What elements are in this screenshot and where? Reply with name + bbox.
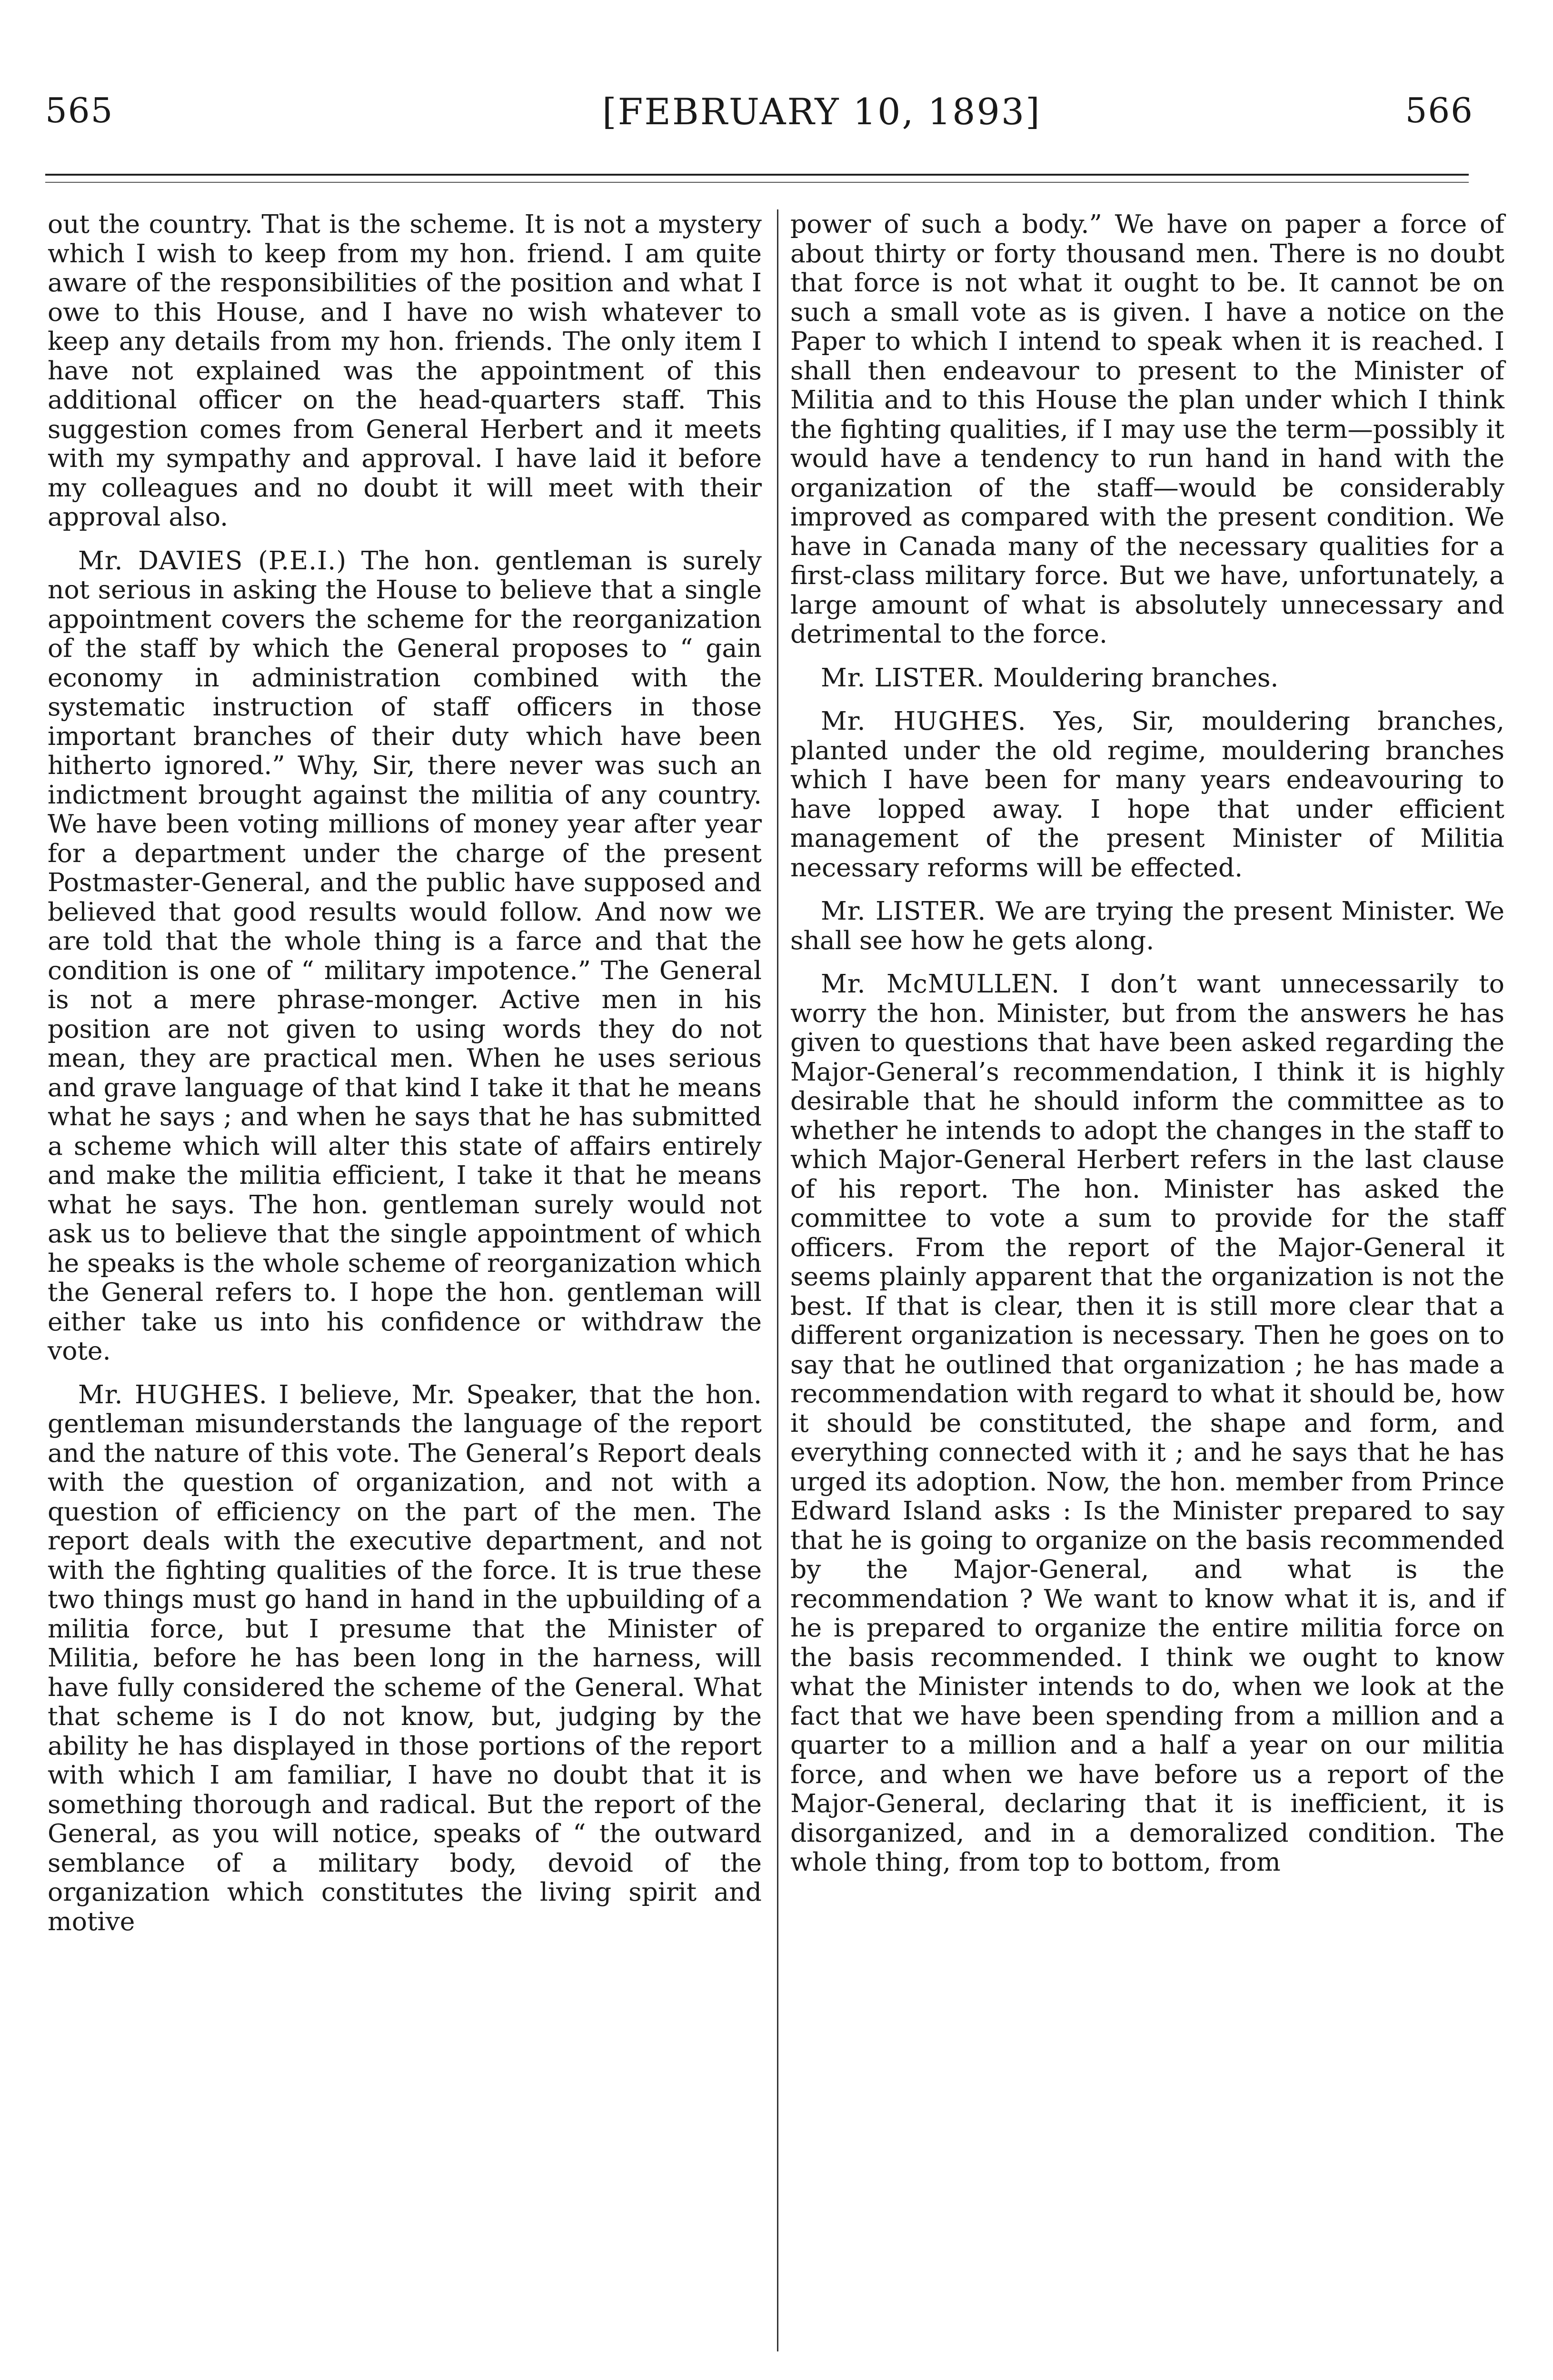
- paragraph-text: We are trying the present Minister. We shall see how he gets along.: [790, 896, 1504, 955]
- paragraph-text: Mouldering branches.: [993, 662, 1279, 693]
- speaker-name: Mr. HUGHES.: [821, 706, 1026, 736]
- header-rule-secondary: [45, 182, 1469, 183]
- paragraph: [790, 896, 1504, 955]
- paragraph-text: I don’t want unnecessarily to worry the hon. Minister, but from the answers he has given to questions that have been asked regarding the Major-General’s recommendation, I think it is highly desirable that he should inform the committee as to whether he intends to adopt the changes in the staff to which Major-General Herbert refers in the last clause of his report. The hon. Minister has asked the committee to vote a sum to provide for the staff officers. From the report of the Major-General it seems plainly apparent that the organization is not the best. If that is clear, then it is still more clear that a different organization is necessary. Then he goes on to say that he outlined that organization ; he has made a recommendation with regard to what it should be, how it should be constituted, the shape and form, and everything connected with it ; and he says that he has urged its adoption. Now, the hon. member from Prince Edward Island asks : Is the Minister prepared to say that he is going to organize on the basis recommended by the Major-General, and what is the recommendation ? We want to know what it is, and if he is prepared to organize the entire militia force on the basis recommended. I think we ought to know what the Minister intends to do, when we look at the fact that we have been spending from a million and a quarter to a million and a half a year on our militia force, and when we have before us a report of the Major-General, declaring that it is inefficient, it is disorganized, and in a demoralized condition. The whole thing, from top to bottom, from: [790, 969, 1504, 1877]
- paragraph: [48, 546, 762, 1366]
- right-column: [790, 209, 1504, 1891]
- speaker-name: Mr. DAVIES (P.E.I.): [78, 545, 347, 575]
- paragraph: [790, 209, 1504, 649]
- paragraph-text: I believe, Mr. Speaker, that the hon. gentleman misunderstands the language of the report and the nature of this vote. The General’s Report deals with the question of organization, and not with a question of efficiency on the part of the men. The report deals with the executive department, and not with the fighting qualities of the force. It is true these two things must go hand in hand in the upbuilding of a militia force, but I presume that the Minister of Militia, before he has been long in the harness, will have fully considered the scheme of the General. What that scheme is I do not know, but, judging by the ability he has displayed in those portions of the report with which I am familiar, I have no doubt that it is something thorough and radical. But the report of the General, as you will notice, speaks of “ the outward semblance of a military body, devoid of the organization which constitutes the living spirit and motive: [48, 1379, 762, 1936]
- page-number-right: 566: [1405, 90, 1473, 130]
- speaker-name: Mr. LISTER.: [821, 896, 986, 926]
- paragraph: [790, 663, 1504, 693]
- paragraph-text: Yes, Sir, mouldering branches, planted under the old regime, mouldering branches which I have been for many years endeavouring to have lopped away. I hope that under efficient management of the present Minister of Militia necessary reforms will be effected.: [790, 706, 1504, 883]
- speaker-name: Mr. HUGHES.: [78, 1379, 268, 1409]
- page-number-left: 565: [45, 90, 114, 130]
- page-date: [FEBRUARY 10, 1893]: [602, 90, 1041, 133]
- page-header: [45, 90, 1473, 143]
- paragraph-text: out the country. That is the scheme. It is not a mystery which I wish to keep from my hon. friend. I am quite aware of the responsibilities of the position and what I owe to this House, and I have no wish whatever to keep any details from my hon. friends. The only item I have not explained was the appointment of this additional officer on the head-quarters staff. This suggestion comes from General Herbert and it meets with my sympathy and approval. I have laid it before my colleagues and no doubt it will meet with their approval also.: [48, 209, 762, 532]
- paragraph: [790, 706, 1504, 882]
- paragraph: [790, 969, 1504, 1877]
- paragraph: [48, 1380, 762, 1936]
- paragraph-text: The hon. gentleman is surely not serious in asking the House to believe that a single appointment covers the scheme for the reorganization of the staff by which the General proposes to “ gain economy in administration combined with the systematic instruction of staff officers in those important branches of their duty which have been hitherto ignored.” Why, Sir, there never was such an indictment brought against the militia of any country. We have been voting millions of money year after year for a department under the charge of the present Postmaster-General, and the public have supposed and believed that good results would follow. And now we are told that the whole thing is a farce and that the condition is one of “ military impotence.” The General is not a mere phrase-monger. Active men in his position are not given to using words they do not mean, they are practical men. When he uses serious and grave language of that kind I take it that he means what he says ; and when he says that he has submitted a scheme which will alter this state of affairs entirely and make the militia efficient, I take it that he means what he says. The hon. gentleman surely would not ask us to believe that the single appointment of which he speaks is the whole scheme of reorganization which the General refers to. I hope the hon. gentleman will either take us into his confidence or withdraw the vote.: [48, 545, 762, 1366]
- left-column: [48, 209, 762, 1950]
- speaker-name: Mr. LISTER.: [821, 662, 985, 693]
- header-rule: [45, 174, 1469, 176]
- paragraph-text: power of such a body.” We have on paper a force of about thirty or forty thousand men. There is no doubt that force is not what it ought to be. It cannot be on such a small vote as is given. I have a notice on the Paper to which I intend to speak when it is reached. I shall then endeavour to present to the Minister of Militia and to this House the plan under which I think the fighting qualities, if I may use the term—possibly it would have a tendency to run hand in hand with the organization of the staff—would be considerably improved as compared with the present condition. We have in Canada many of the necessary qualities for a first-class military force. But we have, unfortunately, a large amount of what is absolutely unnecessary and detrimental to the force.: [790, 209, 1504, 649]
- column-divider: [777, 209, 778, 2351]
- speaker-name: Mr. McMULLEN.: [821, 969, 1060, 999]
- paragraph: [48, 209, 762, 532]
